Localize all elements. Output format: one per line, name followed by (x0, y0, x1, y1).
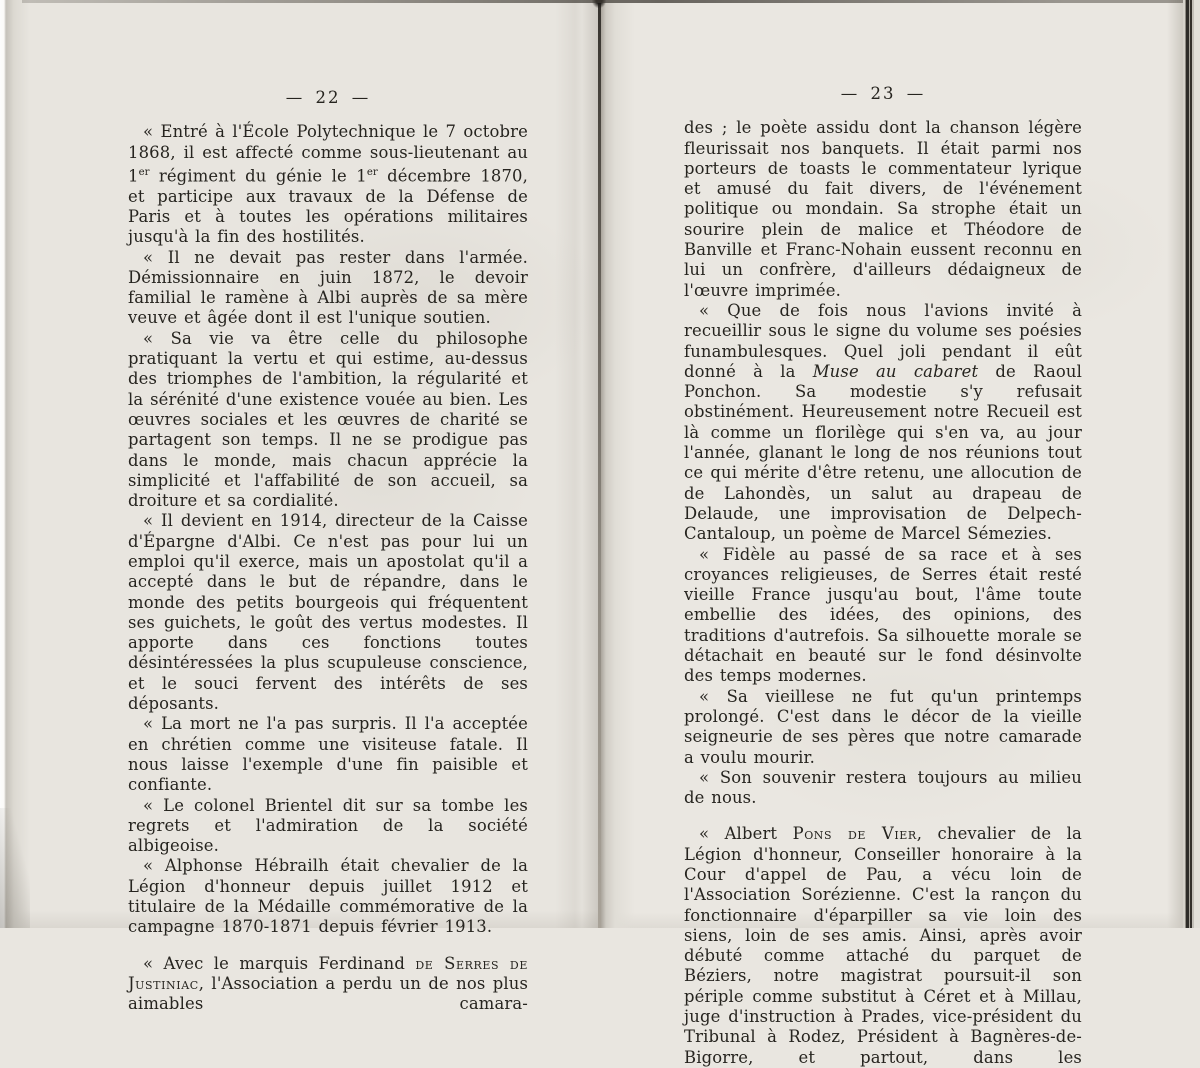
text-segment: « Sa vieillese ne fut qu'un printemps prolongé. C'est dans le décor de la vieille seigneurie de ses pères que notre camarade a voulu mourir. (684, 686, 1082, 767)
book-page-edges (1183, 0, 1200, 928)
small-caps-name: Pons de Vier (792, 824, 917, 844)
text-segment: « Le colonel Brientel dit sur sa tombe les regrets et l'admiration de la société albigeoise. (128, 795, 528, 856)
ordinal-superscript: er (366, 166, 378, 178)
paragraph (128, 511, 528, 714)
book-spine-fold (598, 0, 601, 928)
paragraph (128, 248, 528, 329)
text-segment: « Sa vie va être celle du philosophe pratiquant la vertu et qui estime, au-dessus des triomphes de l'ambition, la régularité et la sérénité d'une existence vouée au bien. Les œuvres sociales et les œuvres de charité se partagent son temps. Il ne se prodigue pas dans le monde, mais chacun apprécie la simplicité et l'affabilité de son accueil, sa droiture et sa cordialité. (128, 328, 528, 511)
paragraph (684, 545, 1082, 687)
paragraph (128, 954, 528, 1015)
text-segment: « Son souvenir restera toujours au milieu de nous. (684, 767, 1082, 808)
left-page-paragraphs (128, 122, 528, 1014)
page-number-left: — 22 — (285, 88, 371, 107)
ordinal-superscript: er (138, 166, 150, 178)
text-segment: des ; le poète assidu dont la chanson légère fleurissait nos banquets. Il était parmi nos porteurs de toasts le commentateur lyrique et amusé du fait divers, de l'événement politique ou mondain. Sa strophe était un sourire plein de malice et Théodore de Banville et Franc-Nohain eussent reconnu en lui un confrère, d'ailleurs dédaigneux de l'œuvre imprimée. (684, 118, 1082, 300)
left-page-text-column (128, 88, 528, 1015)
text-segment: de Raoul Ponchon. Sa modestie s'y refusait obstinément. Heureusement notre Recueil est là comme un florilège qui s'en va, au jour l'année, glanant le long de nos réunions tout ce qui mérite d'être retenu, une allocution de de Lahondès, un salut au drapeau de Delaude, une improvisation de Delpech-Cantaloup, un poème de Marcel Sémezies. (684, 361, 1082, 544)
text-segment: , l'Association a perdu un de nos plus aimables camara- (128, 973, 528, 1014)
text-segment: , chevalier de la Légion d'honneur, Conseiller honoraire à la Cour d'appel de Pau, a vécu loin de l'Association Sorézienne. C'est la rançon du fonctionnaire d'éparpiller sa vie loin des siens, loin de ses amis. Ainsi, après avoir débuté comme attaché du parquet de Béziers, notre magistrat poursuit-il son périple comme substitut à Céret et à Millau, juge d'instruction à Prades, vice-président du Tribunal à Rodez, Président à Bagnères-de-Bigorre, et partout, dans les (684, 824, 1082, 1067)
text-segment: régiment du génie le 1 (149, 166, 367, 186)
page-number-right: — 23 — (840, 84, 926, 103)
text-segment: « Albert (699, 824, 793, 844)
paragraph (128, 329, 528, 512)
paragraph (684, 118, 1082, 301)
paragraph (128, 796, 528, 857)
paragraph (684, 687, 1082, 768)
text-segment: « Il ne devait pas rester dans l'armée. Démissionnaire en juin 1872, le devoir familial le ramène à Albi auprès de sa mère veuve et âgée dont il est l'unique soutien. (128, 247, 528, 328)
paragraph (684, 824, 1082, 1068)
right-page-text-column (684, 84, 1082, 1068)
right-page-paragraphs (684, 118, 1082, 1068)
paragraph (128, 714, 528, 795)
paragraph (684, 301, 1082, 545)
italic-work-title: Muse au cabaret (812, 361, 979, 381)
text-segment: « La mort ne l'a pas surpris. Il l'a acceptée en chrétien comme une visiteuse fatale. Il nous laisse l'exemple d'une fin paisible et confiante. (128, 714, 528, 795)
text-segment: « Il devient en 1914, directeur de la Caisse d'Épargne d'Albi. Ce n'est pas pour lui un emploi qu'il exerce, mais un apostolat qu'il a accepté dans le but de répandre, dans le monde des petits bourgeois qui fréquentent ses guichets, le goût des vertus modestes. Il apporte dans ces fonctions toutes désintéressées la plus scupuleuse conscience, et le souci fervent des intérêts de ses déposants. (128, 511, 528, 714)
small-caps-name: de Serres de Justiniac (128, 953, 528, 993)
bottom-left-corner-shadow (0, 808, 30, 928)
text-segment: « Alphonse Hébrailh était chevalier de la Légion d'honneur depuis juillet 1912 et titulaire de la Médaille commémorative de la campagne 1870-1871 depuis février 1913. (128, 856, 528, 937)
paragraph (684, 768, 1082, 809)
text-segment: « Entré à l'École Polytechnique le 7 octobre 1868, il est affecté comme sous-lieutenant au 1 (128, 122, 528, 186)
paragraph (128, 856, 528, 937)
paragraph (128, 122, 528, 247)
text-segment: décembre 1870, et participe aux travaux de la Défense de Paris et à toutes les opérations militaires jusqu'à la fin des hostilités. (128, 166, 528, 247)
scan-top-edge (22, 0, 1184, 3)
text-segment: « Que de fois nous l'avions invité à recueillir sous le signe du volume ses poésies funambulesques. Quel joli pendant il eût donné à la (684, 300, 1082, 381)
text-segment: « Fidèle au passé de sa race et à ses croyances religieuses, de Serres était resté vieille France jusqu'au bout, l'âme toute embellie des idées, des opinions, des traditions d'autrefois. Sa silhouette morale se détachait en beauté sur le fond désinvolte des temps modernes. (684, 544, 1082, 686)
text-segment: « Avec le marquis Ferdinand (143, 953, 416, 973)
